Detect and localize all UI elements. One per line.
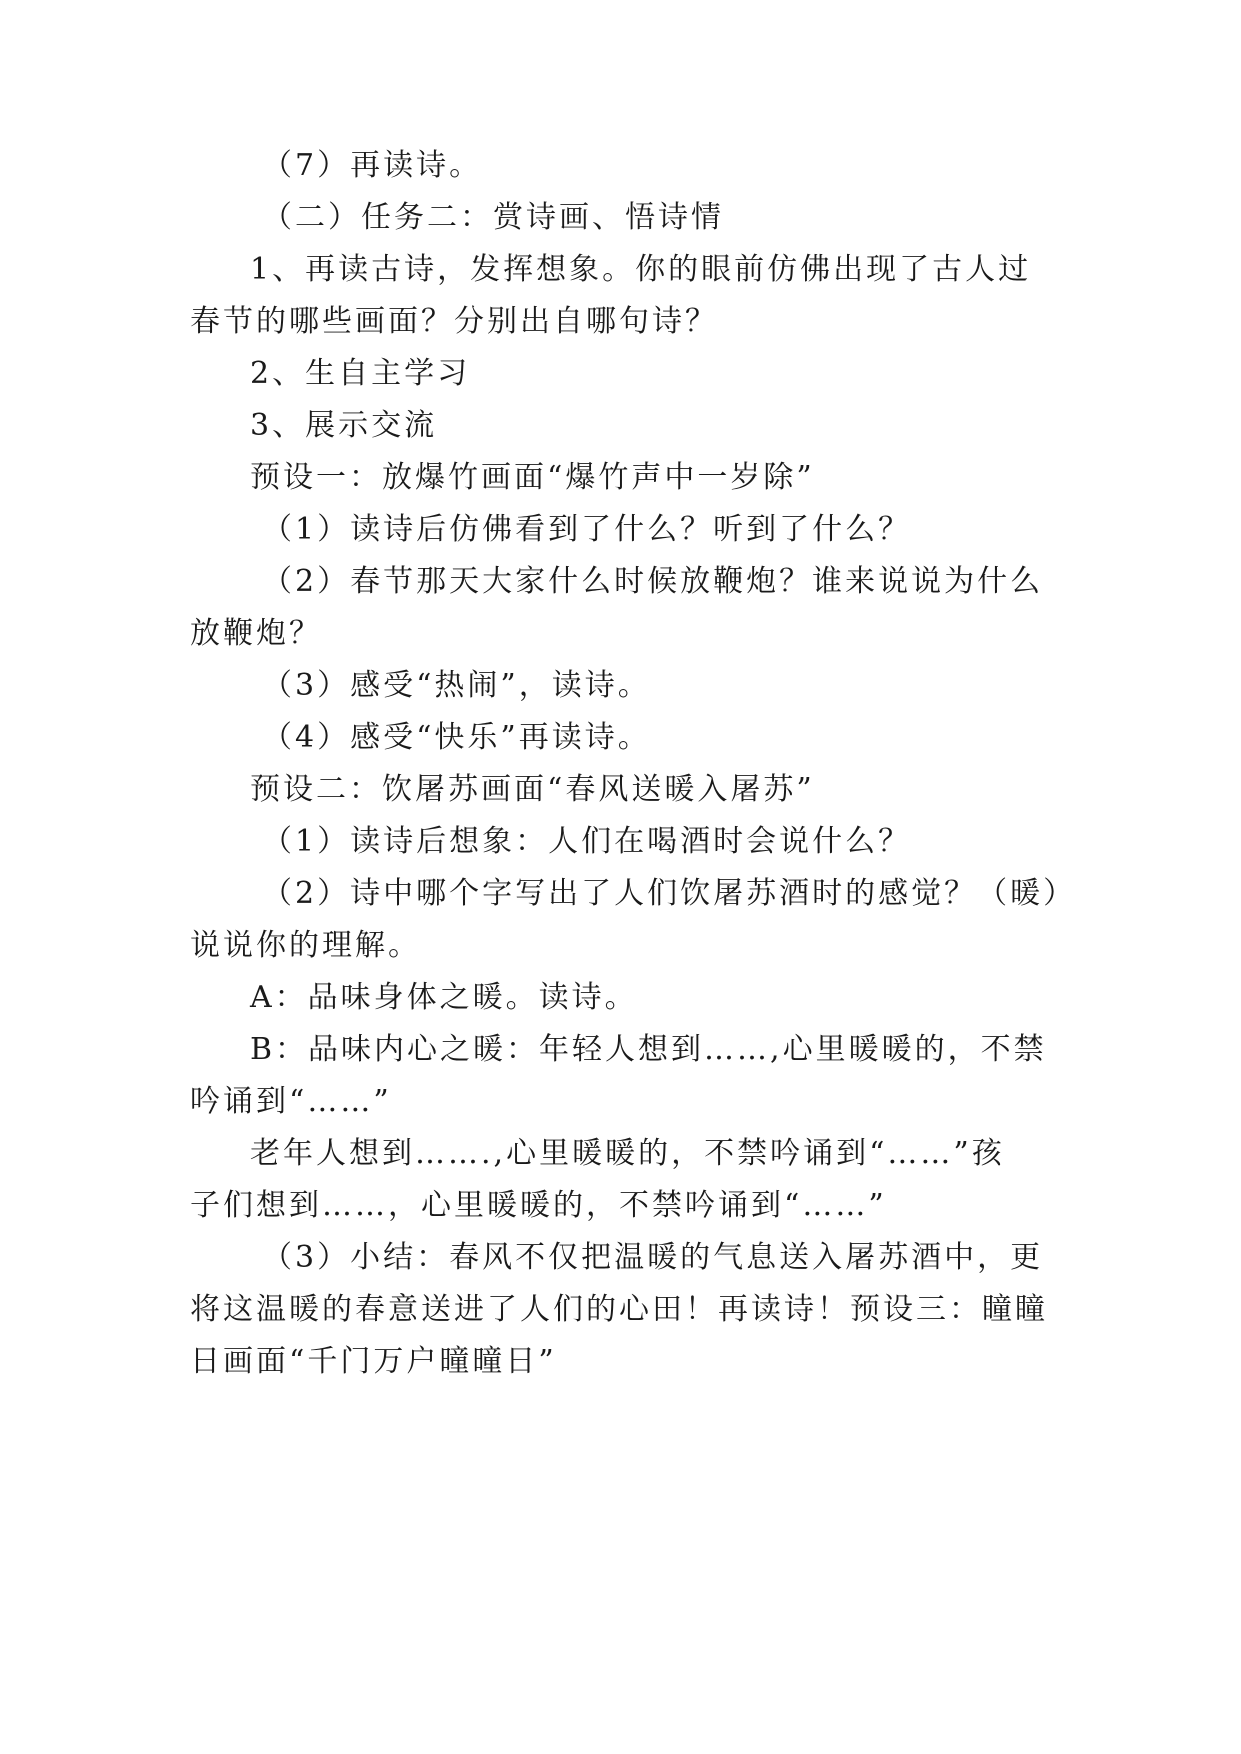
paragraph-line: B：品味内心之暖：年轻人想到……,心里暖暖的，不禁 <box>250 1032 1047 1067</box>
paragraph-line: 2、生自主学习 <box>250 356 471 391</box>
paragraph-line: 吟诵到“……” <box>190 1084 392 1119</box>
paragraph-line: （7）再读诗。 <box>262 148 483 183</box>
paragraph-line: 子们想到……，心里暖暖的，不禁吟诵到“……” <box>190 1188 887 1223</box>
paragraph-line: （3）小结：春风不仅把温暖的气息送入屠苏酒中，更 <box>262 1240 1044 1275</box>
paragraph-line: （2）春节那天大家什么时候放鞭炮？谁来说说为什么 <box>262 564 1044 599</box>
section-heading: （二）任务二：赏诗画、悟诗情 <box>262 200 724 235</box>
paragraph-line: 3、展示交流 <box>250 408 438 443</box>
paragraph-line: 春节的哪些画面？分别出自哪句诗？ <box>190 304 718 339</box>
paragraph-line: （4）感受“快乐”再读诗。 <box>262 720 651 755</box>
paragraph-line: A：品味身体之暖。读诗。 <box>250 980 638 1015</box>
paragraph-line: 说说你的理解。 <box>190 928 421 963</box>
paragraph-line: （1）读诗后仿佛看到了什么？听到了什么？ <box>262 512 912 547</box>
paragraph-line: 放鞭炮？ <box>190 616 322 651</box>
paragraph-line: 1、再读古诗，发挥想象。你的眼前仿佛出现了古人过 <box>250 252 1032 287</box>
paragraph-line: （2）诗中哪个字写出了人们饮屠苏酒时的感觉？（暖） <box>262 876 1077 911</box>
paragraph-line: （3）感受“热闹”，读诗。 <box>262 668 651 703</box>
paragraph-line: 预设二：饮屠苏画面“春风送暖入屠苏” <box>250 772 815 807</box>
paragraph-line: 预设一：放爆竹画面“爆竹声中一岁除” <box>250 460 815 495</box>
paragraph-line: 日画面“千门万户曈曈日” <box>190 1344 557 1379</box>
paragraph-line: 老年人想到…….,心里暖暖的，不禁吟诵到“……”孩 <box>250 1136 1005 1171</box>
paragraph-line: 将这温暖的春意送进了人们的心田！再读诗！预设三：瞳瞳 <box>190 1292 1048 1327</box>
paragraph-line: （1）读诗后想象：人们在喝酒时会说什么？ <box>262 824 912 859</box>
